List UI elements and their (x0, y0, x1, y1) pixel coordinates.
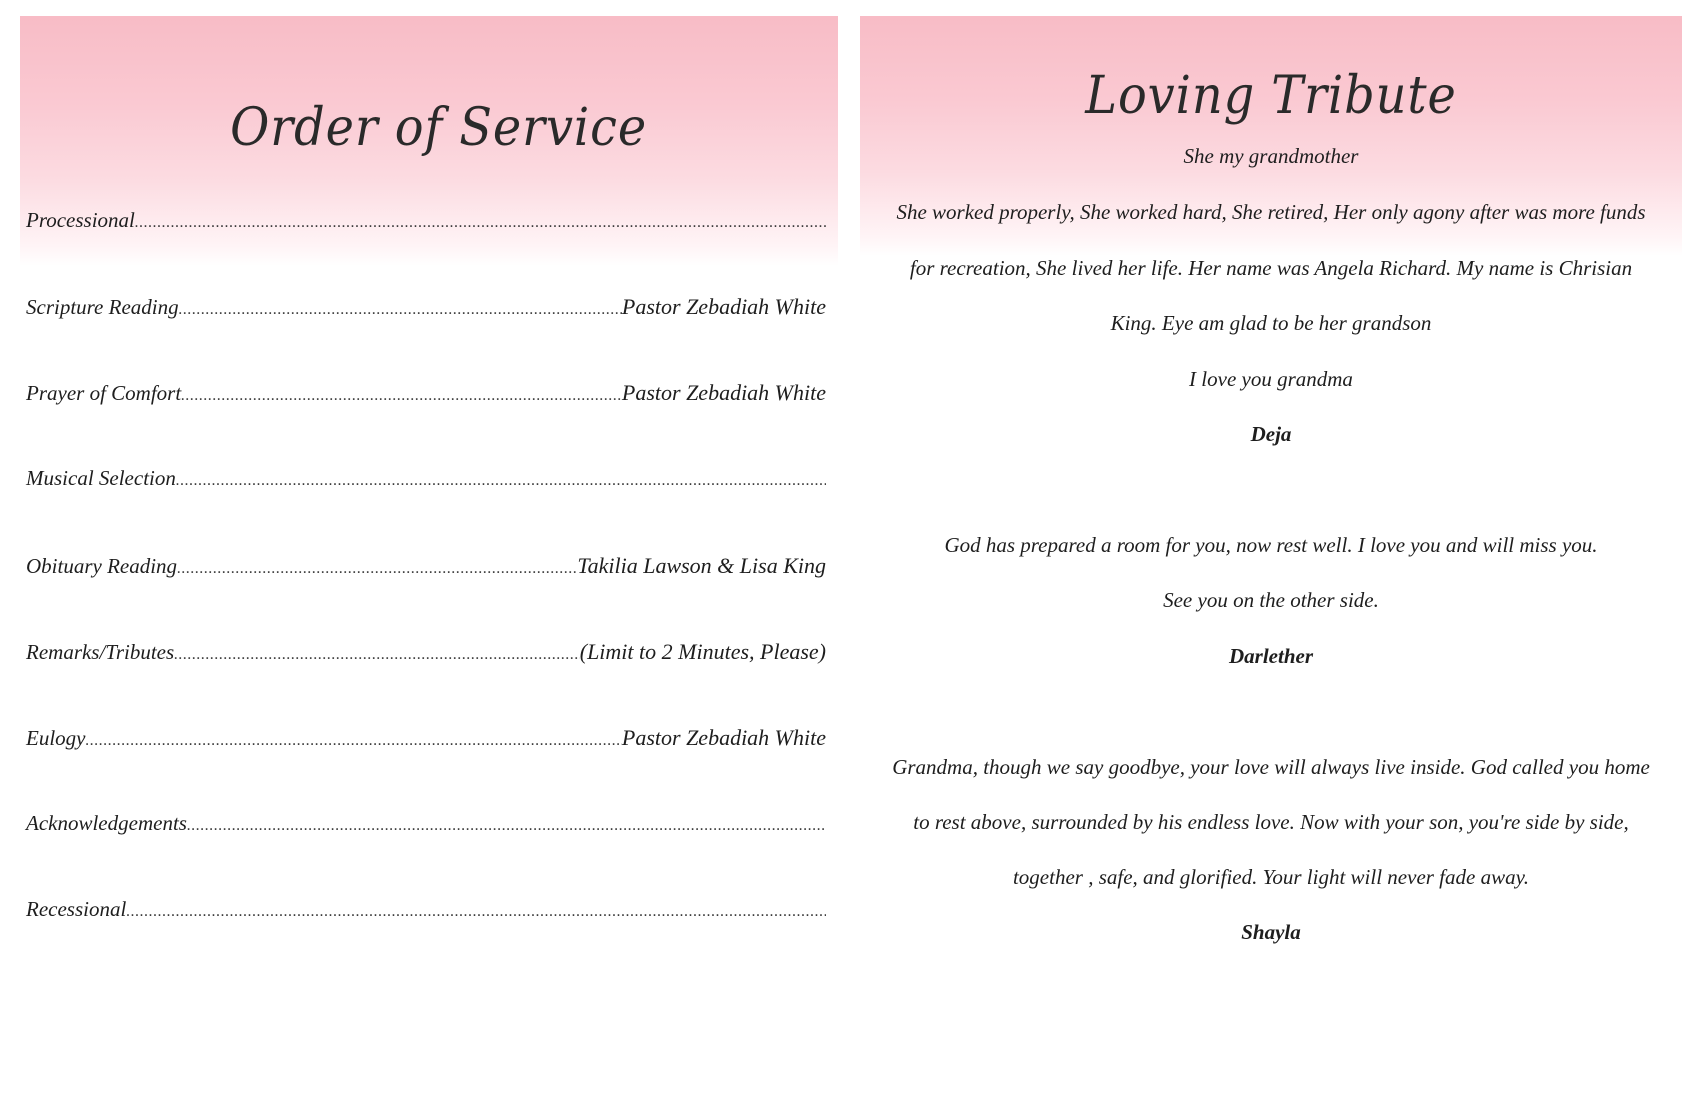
service-item-obituary-reading (26, 553, 826, 579)
tribute-signature: Deja (1250, 422, 1292, 446)
service-item-prayer-of-comfort (26, 380, 826, 406)
order-of-service-title: Order of Service (230, 98, 648, 158)
service-item-label: Processional (26, 208, 135, 232)
loving-tribute-title: Loving Tribute (1085, 66, 1457, 126)
tribute-line: She my grandmother (1183, 144, 1359, 168)
dotted-leader (85, 732, 621, 750)
dotted-leader (177, 560, 577, 578)
dotted-leader (179, 301, 622, 319)
tribute-line: together , safe, and glorified. Your light will never fade away. (1012, 865, 1530, 889)
tribute-line: She worked properly, She worked hard, She retired, Her only agony after was more funds (896, 200, 1646, 224)
service-item-label: Obituary Reading (26, 554, 178, 578)
service-item-remarks-tributes (26, 639, 826, 665)
tribute-line: for recreation, She lived her life. Her name was Angela Richard. My name is Chrisian (909, 256, 1633, 280)
dotted-leader (174, 646, 580, 664)
service-item-label: Scripture Reading (26, 295, 179, 319)
service-item-recessional (26, 897, 826, 922)
service-item-musical-selection (26, 466, 826, 491)
service-item-person: (Limit to 2 Minutes, Please) (579, 639, 826, 664)
tribute-line: Grandma, though we say goodbye, your love will always live inside. God called you home (892, 755, 1650, 779)
service-item-label: Musical Selection (26, 466, 176, 490)
service-item-acknowledgements (26, 811, 826, 836)
tribute-line: King. Eye am glad to be her grandson (1110, 311, 1432, 335)
service-item-label: Prayer of Comfort (26, 381, 182, 405)
service-item-scripture-reading (26, 294, 826, 320)
dotted-leader (176, 472, 826, 490)
service-item-person: Pastor Zebadiah White (621, 725, 826, 750)
order-of-service-panel (20, 16, 838, 1026)
tribute-line: I love you grandma (1189, 367, 1353, 391)
tribute-line: God has prepared a room for you, now rest well. I love you and will miss you. (944, 533, 1598, 557)
service-item-label: Recessional (26, 897, 127, 921)
tribute-signature: Shayla (1241, 920, 1301, 944)
service-item-label: Remarks/Tributes (26, 640, 175, 664)
service-item-label: Acknowledgements (26, 811, 187, 835)
dotted-leader (181, 387, 622, 405)
service-item-person: Pastor Zebadiah White (621, 380, 826, 405)
service-item-processional (26, 208, 826, 233)
dotted-leader (126, 903, 826, 921)
tribute-signature: Darlether (1229, 644, 1313, 668)
service-item-person: Takilia Lawson & Lisa King (577, 553, 826, 578)
tribute-line: See you on the other side. (1163, 588, 1379, 612)
tribute-line: to rest above, surrounded by his endless love. Now with your son, you're side by side, (913, 810, 1629, 834)
loving-tribute-panel (860, 16, 1682, 1026)
service-item-eulogy (26, 725, 826, 751)
service-item-label: Eulogy (26, 726, 86, 750)
dotted-leader (135, 214, 826, 232)
dotted-leader (187, 817, 826, 835)
service-item-person: Pastor Zebadiah White (621, 294, 826, 319)
